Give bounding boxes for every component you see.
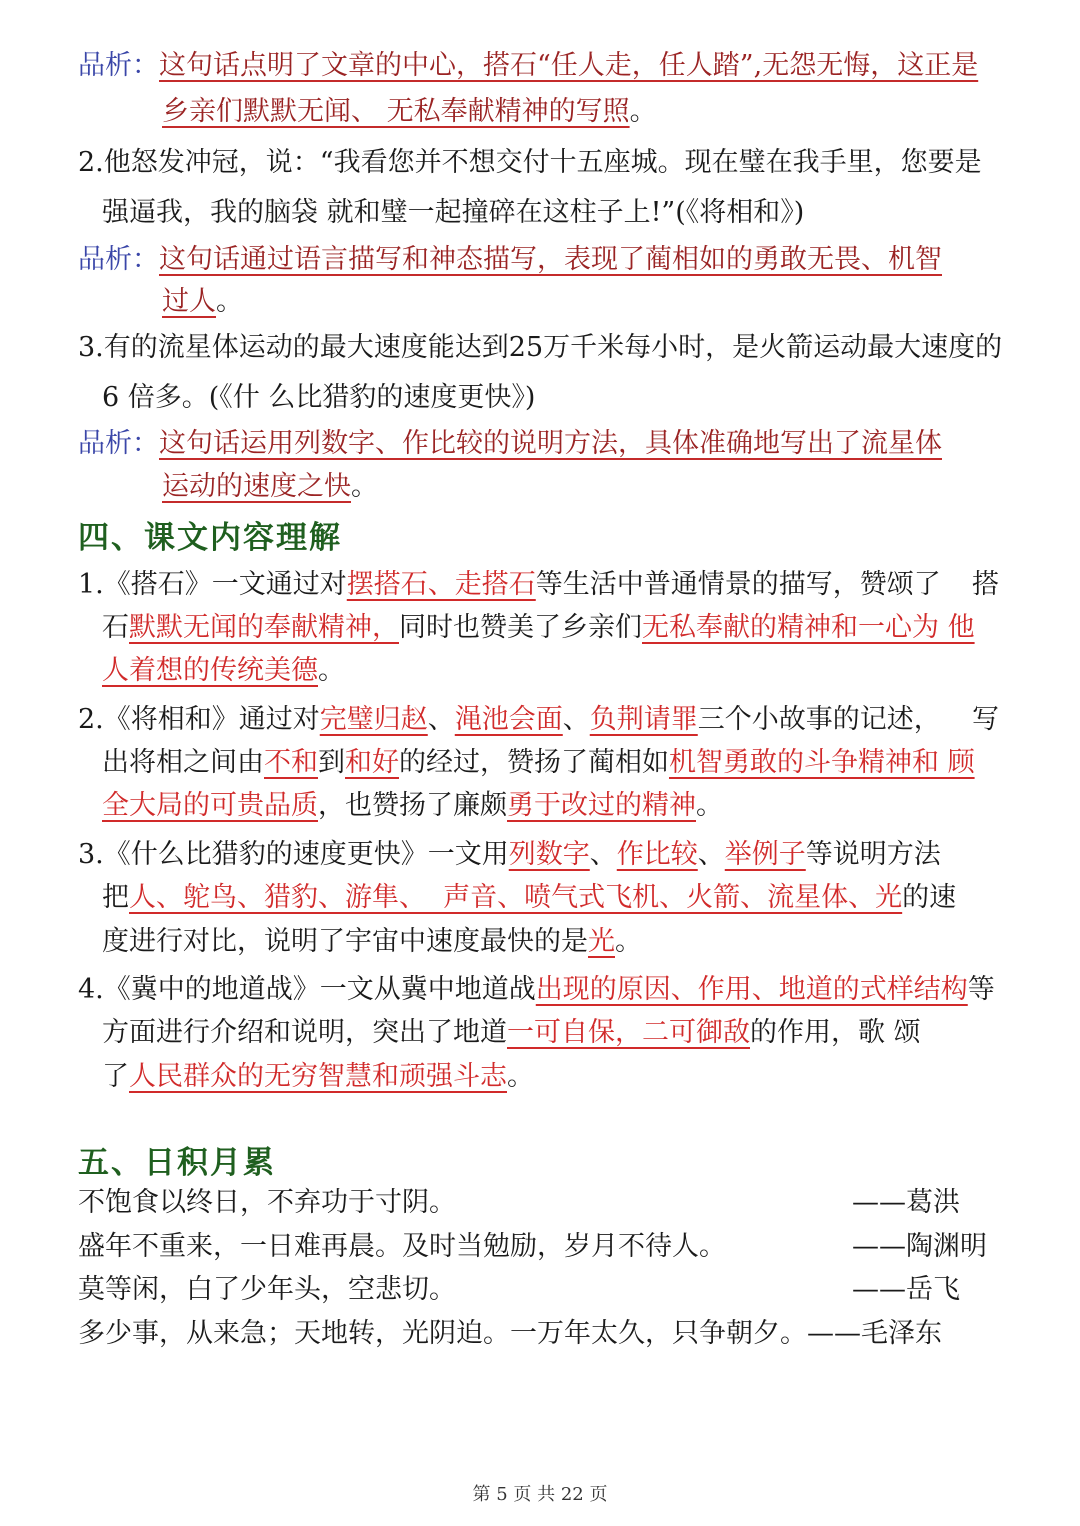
- analysis-label: 品析：: [78, 50, 159, 81]
- quote-author: ——葛洪: [852, 1187, 960, 1218]
- punctuation: 。: [629, 96, 657, 127]
- text: 等: [967, 974, 995, 1005]
- text: 度进行对比，说明了宇宙中速度最快的是: [102, 926, 588, 957]
- quote-text: 多少事，从来急；天地转，光阴迫。一万年太久，只争朝夕。: [78, 1318, 807, 1349]
- answer-fill: 人、鸵鸟、猎豹、游隼、 声音、喷气式飞机、火箭、流星体、光: [129, 882, 903, 913]
- quote-author: ——岳飞: [852, 1274, 960, 1305]
- punctuation: 。: [507, 1061, 534, 1092]
- text: 石: [102, 612, 129, 643]
- item-1-line-2: [102, 608, 975, 648]
- item-4-line-2: [102, 1013, 921, 1053]
- section-heading-4: 四、课文内容理解: [78, 520, 342, 556]
- analysis-text: 这句话运用列数字、作比较的说明方法，具体准确地写出了流星体: [159, 428, 942, 459]
- section-heading-5: 五、日积月累: [78, 1145, 276, 1181]
- text: 《搭石》一文通过对: [103, 569, 347, 600]
- text: 同时也赞美了乡亲们: [399, 612, 642, 643]
- answer-fill: 一可自保，二可御敌: [507, 1017, 750, 1048]
- analysis-text: 过人: [162, 286, 216, 317]
- punctuation: 。: [216, 286, 243, 317]
- answer-fill: 勇于改过的精神: [507, 790, 696, 821]
- item-3-line-1: [78, 835, 941, 875]
- item-number: 2.: [78, 147, 104, 178]
- analysis-text: 这句话点明了文章的中心，搭石“任人走，任人踏”,无怨无悔，这正是: [159, 50, 979, 81]
- text: 的速: [902, 882, 957, 913]
- text: 的经过，赞扬了蔺相如: [399, 747, 669, 778]
- answer-fill: 完璧归赵: [319, 704, 428, 735]
- item-2-line-1: [78, 700, 999, 740]
- text: 方面进行介绍和说明，突出了地道: [102, 1017, 507, 1048]
- quote-line: [78, 1314, 942, 1354]
- analysis-3-line-1: [78, 424, 942, 464]
- quote-3-line-2: [102, 378, 535, 418]
- analysis-2-line-2: [162, 282, 243, 322]
- quote-2-line-1: [78, 143, 982, 183]
- quote-author: ——毛泽东: [807, 1318, 942, 1349]
- quote-2-line-2: [102, 193, 804, 233]
- text: ，也赞扬了廉颇: [318, 790, 507, 821]
- text: 、: [562, 704, 590, 735]
- quote-text: 有的流星体运动的最大速度能达到25万千米每小时，是火箭运动最大速度的: [103, 332, 1003, 363]
- quote-text: 不饱食以终日，不弃功于寸阴。: [78, 1187, 456, 1218]
- answer-fill: 列数字: [508, 839, 590, 870]
- analysis-1-line-2: [162, 92, 657, 132]
- text: 的作用，歌 颂: [750, 1017, 921, 1048]
- item-number: 1.: [78, 569, 104, 600]
- answer-fill: 出现的原因、作用、地道的式样结构: [535, 974, 968, 1005]
- text: 出将相之间由: [102, 747, 264, 778]
- analysis-1-line-1: [78, 46, 978, 86]
- answer-fill: 不和: [264, 747, 318, 778]
- item-number: 2.: [78, 704, 104, 735]
- quote-text: 他怒发冲冠，说：“我看您并不想交付十五座城。现在璧在我手里，您要是: [103, 147, 982, 178]
- text: 《将相和》通过对: [103, 704, 320, 735]
- punctuation: 。: [615, 926, 642, 957]
- text: 等说明方法: [805, 839, 941, 870]
- punctuation: 。: [318, 655, 345, 686]
- text: 写: [972, 704, 999, 735]
- analysis-text: 这句话通过语言描写和神态描写，表现了蔺相如的勇敢无畏、机智: [159, 244, 942, 275]
- text: 搭: [972, 569, 999, 600]
- answer-fill: 举例子: [724, 839, 806, 870]
- quote-text: 强逼我，我的脑袋 就和璧一起撞碎在这柱子上!”(《将相和》): [102, 197, 805, 228]
- item-number: 3.: [78, 332, 104, 363]
- answer-fill: 光: [588, 926, 615, 957]
- quote-line: [78, 1183, 960, 1223]
- answer-fill: 机智勇敢的斗争精神和 顾: [669, 747, 975, 778]
- quote-3-line-1: [78, 328, 1002, 368]
- quote-line: [78, 1270, 960, 1310]
- answer-fill: 默默无闻的奉献精神，: [129, 612, 399, 643]
- answer-fill: 渑池会面: [454, 704, 563, 735]
- punctuation: 。: [696, 790, 723, 821]
- item-1-line-3: [102, 651, 345, 691]
- text: 把: [102, 882, 129, 913]
- analysis-3-line-2: [162, 467, 378, 507]
- item-number: 3.: [78, 839, 104, 870]
- item-1-line-1: [78, 565, 999, 605]
- answer-fill: 人着想的传统美德: [102, 655, 318, 686]
- quote-line: [78, 1227, 987, 1267]
- item-3-line-3: [102, 922, 642, 962]
- answer-fill: 摆搭石、走搭石: [346, 569, 536, 600]
- item-number: 4.: [78, 974, 104, 1005]
- item-2-line-3: [102, 786, 723, 826]
- analysis-2-line-1: [78, 240, 942, 280]
- item-3-line-2: [102, 878, 956, 918]
- text: 到: [318, 747, 345, 778]
- quote-text: 6 倍多。(《什 么比猎豹的速度更快》): [102, 382, 536, 413]
- quote-text: 莫等闲，白了少年头，空悲切。: [78, 1274, 456, 1305]
- text: 《冀中的地道战》一文从冀中地道战: [103, 974, 536, 1005]
- answer-fill: 人民群众的无穷智慧和顽强斗志: [129, 1061, 507, 1092]
- item-2-line-2: [102, 743, 975, 783]
- analysis-label: 品析：: [78, 428, 159, 459]
- analysis-text: 乡亲们默默无闻、 无私奉献精神的写照: [162, 96, 630, 127]
- page-footer: 第 5 页 共 22 页: [472, 1484, 608, 1505]
- text: 、: [589, 839, 617, 870]
- quote-text: 盛年不重来，一日难再晨。及时当勉励，岁月不待人。: [78, 1231, 726, 1262]
- answer-fill: 负荆请罪: [589, 704, 698, 735]
- answer-fill: 全大局的可贵品质: [102, 790, 318, 821]
- text: 、: [427, 704, 455, 735]
- item-4-line-3: [102, 1057, 534, 1097]
- answer-fill: 和好: [345, 747, 399, 778]
- analysis-text: 运动的速度之快: [162, 471, 351, 502]
- item-4-line-1: [78, 970, 995, 1010]
- answer-fill: 作比较: [616, 839, 698, 870]
- text: 《什么比猎豹的速度更快》一文用: [103, 839, 509, 870]
- text: 等生活中普通情景的描写，赞颂了: [535, 569, 941, 600]
- answer-fill: 无私奉献的精神和一心为 他: [642, 612, 975, 643]
- text: 了: [102, 1061, 129, 1092]
- text: 三个小故事的记述，: [697, 704, 941, 735]
- punctuation: 。: [351, 471, 378, 502]
- quote-author: ——陶渊明: [852, 1231, 987, 1262]
- text: 、: [697, 839, 725, 870]
- analysis-label: 品析：: [78, 244, 159, 275]
